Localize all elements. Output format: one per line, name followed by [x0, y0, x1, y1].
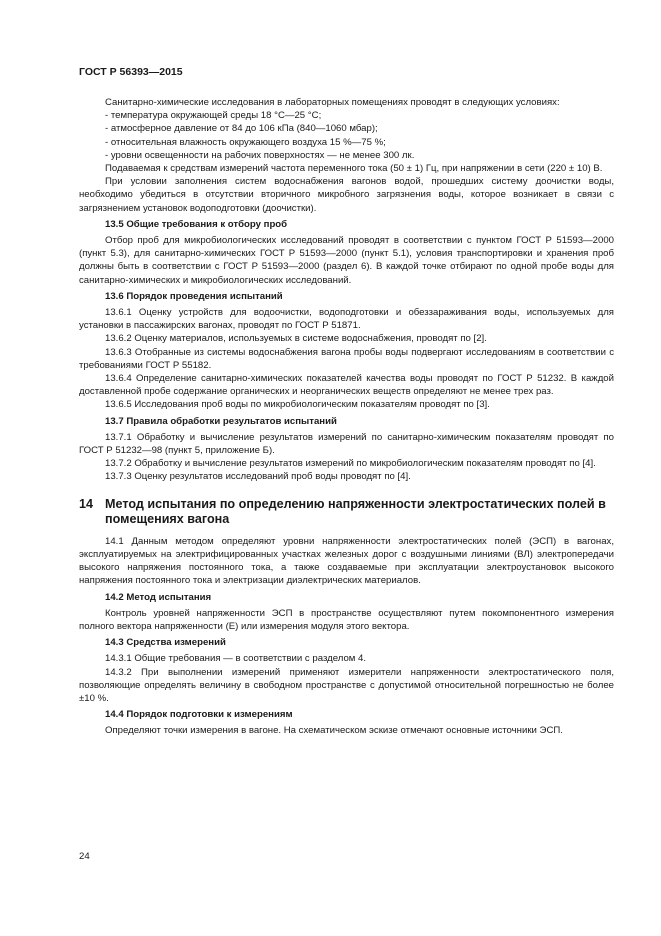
subsection-heading: 13.5 Общие требования к отбору проб	[105, 218, 288, 230]
section-number: 14	[79, 496, 94, 511]
paragraph: Санитарно-химические исследования в лабораторных помещениях проводят в следующих условиях:	[105, 97, 560, 108]
paragraph: 13.6.4 Определение санитарно-химических показателей качества воды проводят по ГОСТ Р 51232. В каждой доставленной пробе содержание органических и неорганических веществ определяют не менее трех раз.	[79, 373, 614, 398]
subsection-heading: 13.6 Порядок проведения испытаний	[105, 290, 283, 302]
paragraph: При условии заполнения систем водоснабжения вагонов водой, прошедших систему доочистки воды, необходимо убедиться в отсутствии вторичного микробного загрязнения воды, которое возникает в связи с загрязнением установок водоподготовки (доочистки).	[79, 176, 614, 214]
page-body	[79, 66, 614, 738]
section-title: Метод испытания по определению напряженности электростатических полей в помещениях вагона	[105, 496, 606, 527]
paragraph: Определяют точки измерения в вагоне. На схематическом эскизе отмечают основные источники ЭСП.	[105, 725, 563, 737]
paragraph: Контроль уровней напряженности ЭСП в пространстве осуществляют путем покомпонентного измерения полного вектора напряженности (E) или измерения модуля этого вектора.	[79, 607, 614, 632]
document-header: ГОСТ Р 56393—2015	[79, 66, 183, 78]
list-item: - температура окружающей среды 18 °С—25 °С;	[105, 110, 322, 122]
subsection-heading: 14.3 Средства измерений	[105, 637, 226, 649]
paragraph: 13.6.1 Оценку устройств для водоочистки, водоподготовки и обеззараживания воды, используемых для установки в пассажирских вагонах, проводят по ГОСТ Р 51871.	[79, 307, 614, 332]
paragraph: Подаваемая к средствам измерений частота переменного тока (50 ± 1) Гц, при напряжении в сети (220 ± 10) В.	[105, 163, 603, 175]
subsection-heading: 14.2 Метод испытания	[105, 591, 212, 603]
document-content	[79, 96, 614, 738]
list-item: - атмосферное давление от 84 до 106 кПа (840—1060 мбар);	[105, 123, 378, 135]
paragraph: 13.6.3 Отобранные из системы водоснабжения вагона пробы воды подвергают исследованиям в соответствии с требованиями ГОСТ Р 55182.	[79, 346, 614, 371]
section-heading	[79, 497, 614, 528]
page-number: 24	[79, 851, 90, 862]
paragraph: 13.7.3 Оценку результатов исследований проб воды проводят по [4].	[105, 471, 411, 483]
paragraph: 13.6.5 Исследования проб воды по микробиологическим показателям проводят по [3].	[105, 399, 490, 411]
paragraph: 13.6.2 Оценку материалов, используемых в системе водоснабжения, проводят по [2].	[105, 333, 487, 345]
paragraph: 14.1 Данным методом определяют уровни напряженности электростатических полей (ЭСП) в вагонах, эксплуатируемых на электрифицированных участках железных дорог с воздушными линиями (ВЛ) электропередачи высокого напряжения постоянного тока, а также создаваемые при эксплуатации электроустановок высокого напряжения постоянного тока и электризации диэлектрических материалов.	[79, 535, 614, 587]
subsection-heading: 14.4 Порядок подготовки к измерениям	[105, 709, 293, 721]
list-item: - уровни освещенности на рабочих поверхностях — не менее 300 лк.	[105, 149, 415, 161]
paragraph: 14.3.1 Общие требования — в соответствии с разделом 4.	[105, 653, 367, 665]
subsection-heading: 13.7 Правила обработки результатов испытаний	[105, 415, 337, 427]
paragraph: 14.3.2 При выполнении измерений применяют измерители напряженности электростатического поля, позволяющие определять величину в свободном пространстве с допустимой относительной погрешностью не более ±10 %.	[79, 666, 614, 704]
list-item: - относительная влажность окружающего воздуха 15 %—75 %;	[105, 136, 386, 148]
paragraph: 13.7.2 Обработку и вычисление результатов измерений по микробиологическим показателям проводят по [4].	[105, 458, 596, 470]
paragraph: 13.7.1 Обработку и вычисление результатов измерений по санитарно-химическим показателям проводят по ГОСТ Р 51232—98 (пункт 5, приложение Б).	[79, 431, 614, 457]
paragraph: Отбор проб для микробиологических исследований проводят в соответствии с пунктом ГОСТ Р 51593—2000 (пункт 5.3), для санитарно-химических ГОСТ Р 51593—2000 (пункт 5.1), условия транспортировки и хранения проб должны быть в соответствии с ГОСТ Р 51593—2000 (раздел 6). В каждой точке отбирают по одной пробе воды для санитарно-химических и микробиологических исследований.	[79, 235, 614, 286]
